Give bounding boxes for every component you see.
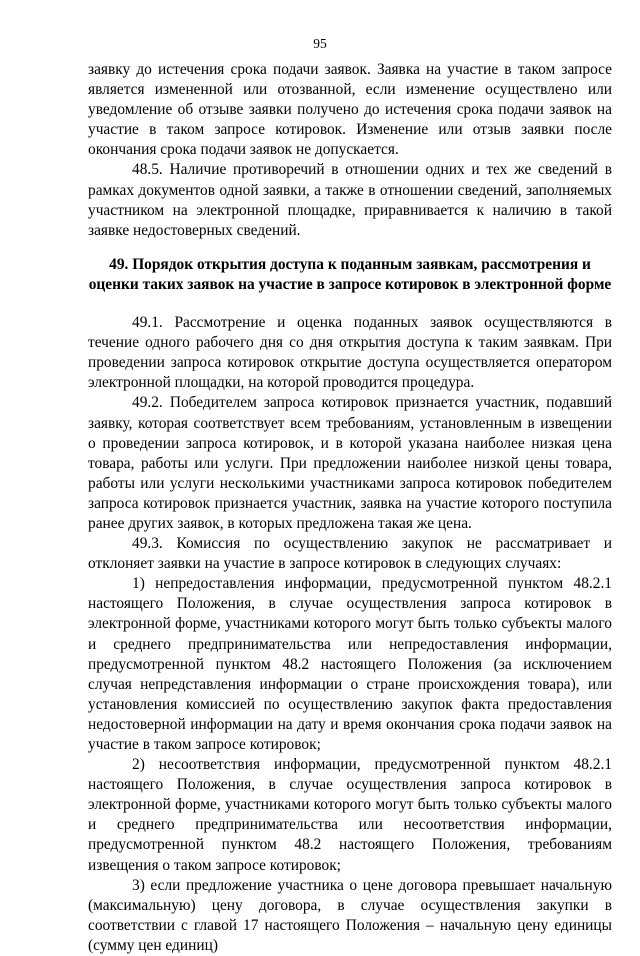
list-item-1: 1) непредоставления информации, предусмотренной пунктом 48.2.1 настоящего Положения, в случае осуществления запроса котировок в электронной форме, участниками которого могут быть только субъекты малого и среднего предпринимательства или непредоставления информации, предусмотренной пунктом 48.2 настоящего Положения (за исключением случая непредставления информации о стране происхождения товара), или установления комиссией по осуществлению закупок факта предоставления недостоверной информации на дату и время окончания срока подачи заявок на участие в таком запросе котировок; <box>88 575 612 753</box>
paragraph-continuation: заявку до истечения срока подачи заявок. Заявка на участие в таком запросе является измененной или отозванной, если изменение осуществлено или уведомление об отзыве заявки получено до истечения срока подачи заявок на участие в таком запросе котировок. Изменение или отзыв заявки после окончания срока подачи заявок не допускается. <box>88 61 612 159</box>
list-item-3: 3) если предложение участника о цене договора превышает начальную (максимальную) цену договора, в случае осуществления закупки в соответствии с главой 17 настоящего Положения – начальную цену единицы (сумму цен единиц) <box>88 876 612 954</box>
list-item-2: 2) несоответствия информации, предусмотренной пунктом 48.2.1 настоящего Положения, в случае осуществления запроса котировок в электронной форме, участниками которого могут быть только субъекты малого и среднего предпринимательства или несоответствия информации, предусмотренной пунктом 48.2 настоящего Положения, требованиям извещения о таком запросе котировок; <box>88 756 612 874</box>
section-heading: 49. Порядок открытия доступа к поданным заявкам, рассмотрения и оценки таких заявок на участие в запросе котировок в электронной форме <box>88 255 612 293</box>
page-content <box>88 60 612 956</box>
paragraph-48-5: 48.5. Наличие противоречий в отношении одних и тех же сведений в рамках документов одной заявки, а также в отношении сведений, заполняемых участником на электронной площадке, приравнивается к наличию в такой заявке недостоверных сведений. <box>88 161 612 239</box>
paragraph-49-2: 49.2. Победителем запроса котировок признается участник, подавший заявку, которая соответствует всем требованиям, установленным в извещении о проведении запроса котировок, и в которой указана наиболее низкая цена товара, работы или услуги. При предложении наиболее низкой цены товара, работы или услуги несколькими участниками запроса котировок победителем запроса котировок признается участник, заявка на участие которого поступила ранее других заявок, в которых предложена такая же цена. <box>88 394 612 532</box>
page-number: 95 <box>313 36 327 51</box>
paragraph-49-1: 49.1. Рассмотрение и оценка поданных заявок осуществляются в течение одного рабочего дня со дня открытия доступа к таким заявкам. При проведении запроса котировок открытие доступа осуществляется оператором электронной площадки, на которой проводится процедура. <box>88 314 612 392</box>
paragraph-49-3: 49.3. Комиссия по осуществлению закупок не рассматривает и отклоняет заявки на участие в запросе котировок в следующих случаях: <box>88 535 612 573</box>
